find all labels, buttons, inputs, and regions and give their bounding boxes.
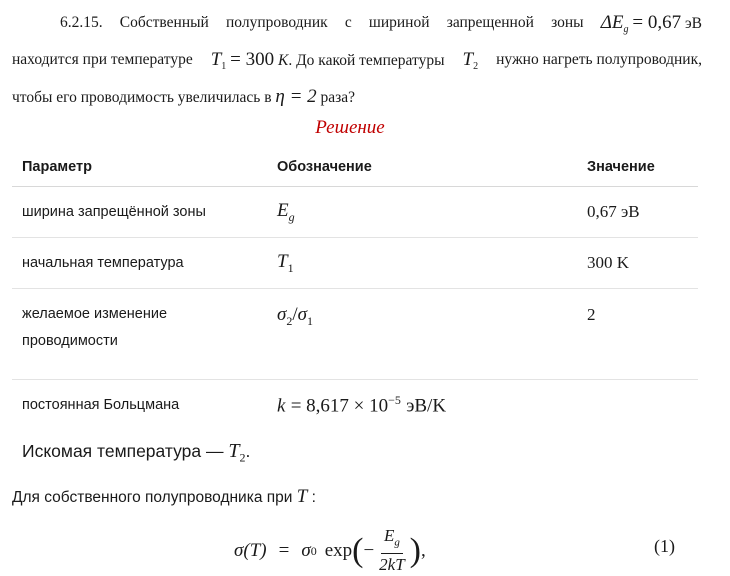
numerator-letter: E — [383, 526, 395, 545]
boltzmann-value: = 8,617 × 10 — [290, 395, 389, 417]
problem-word: Собственный — [119, 14, 209, 31]
boltzmann-unit: эВ/K — [406, 395, 447, 417]
formula-sigma-subscript: 0 — [310, 543, 317, 558]
column-header-parameter: Параметр — [12, 148, 267, 187]
problem-word: с — [344, 14, 352, 31]
formula-equals: = — [278, 540, 290, 562]
problem-text: раза? — [320, 89, 356, 107]
column-header-symbol: Обозначение — [267, 148, 577, 187]
param-symbol — [267, 289, 577, 380]
problem-number: 6.2.15. — [60, 14, 103, 31]
conductivity-formula — [234, 526, 426, 576]
problem-line-3 — [12, 82, 702, 113]
intro-line — [12, 486, 316, 508]
param-name-line: проводимости — [22, 333, 118, 349]
param-value: 300 K — [577, 238, 698, 289]
symbol-letter: k — [277, 395, 286, 417]
param-name: начальная температура — [12, 238, 267, 289]
param-name: ширина запрещённой зоны — [12, 187, 267, 238]
symbol-letter: σ — [277, 304, 287, 325]
fraction-denominator: 2kT — [379, 555, 405, 575]
parameters-table — [12, 148, 698, 430]
problem-line-2 — [12, 45, 702, 82]
boltzmann-exponent: −5 — [388, 392, 401, 407]
problem-word: зоны — [551, 14, 584, 31]
formula-open-paren: ( — [352, 532, 364, 570]
param-symbol — [267, 238, 577, 289]
formula-exp: exp — [324, 540, 353, 562]
table-row — [12, 187, 698, 238]
formula-minus: − — [363, 540, 375, 562]
band-gap-expression — [601, 8, 702, 45]
t2-symbol: T — [462, 49, 474, 71]
fraction-numerator — [381, 526, 403, 554]
band-gap-value: = 0,67 — [632, 12, 682, 33]
symbol-subscript: 1 — [287, 260, 294, 275]
t2-expression — [463, 45, 479, 82]
solution-heading: Решение — [315, 117, 385, 138]
symbol-subscript: g — [288, 209, 295, 224]
param-value: 0,67 эВ — [577, 187, 698, 238]
param-symbol — [267, 187, 577, 238]
symbol-subscript: 2 — [286, 313, 293, 328]
formula-sigma: σ — [301, 540, 311, 562]
intro-symbol: T — [296, 486, 308, 507]
formula-fraction — [376, 526, 408, 576]
table-header-row — [12, 148, 698, 187]
param-symbol — [267, 380, 698, 431]
symbol-letter: T — [277, 250, 288, 272]
t1-value: = 300 — [230, 49, 275, 71]
sought-symbol: T — [228, 440, 240, 462]
formula-lhs: σ(T) — [234, 540, 267, 562]
problem-word: шириной — [368, 14, 430, 31]
formula-tail: , — [421, 540, 426, 562]
delta-eg-subscript: g — [623, 24, 629, 36]
table-row — [12, 238, 698, 289]
sought-subscript: 2 — [239, 450, 246, 465]
param-value: 2 — [577, 289, 698, 380]
formula-close-paren: ) — [409, 532, 421, 570]
param-name: постоянная Больцмана — [22, 397, 180, 413]
intro-text: Для собственного полупроводника при — [12, 489, 293, 506]
numerator-subscript: g — [394, 536, 400, 549]
problem-text: чтобы его проводимость увеличилась в — [12, 89, 272, 107]
eta-expression: η = 2 — [275, 86, 317, 108]
problem-text: нужно нагреть полупроводник, — [496, 51, 702, 69]
band-gap-unit: эВ — [684, 15, 702, 32]
table-row — [12, 380, 698, 431]
problem-word: запрещенной — [446, 14, 534, 31]
symbol-letter: E — [277, 199, 289, 221]
symbol-slash: / — [292, 304, 298, 325]
problem-statement — [12, 8, 702, 113]
param-name-line: желаемое изменение — [22, 306, 168, 322]
equation-number: (1) — [654, 536, 675, 556]
sought-text: Искомая температура — — [22, 441, 224, 461]
intro-end: : — [311, 489, 316, 506]
sought-end: . — [245, 441, 251, 461]
table-row — [12, 289, 698, 380]
column-header-value: Значение — [577, 148, 698, 187]
problem-word: полупроводник — [226, 14, 328, 31]
t2-subscript: 2 — [473, 61, 479, 73]
problem-text: . До какой температуры — [288, 52, 445, 70]
t1-symbol: T — [210, 49, 222, 71]
delta-eg-symbol: ΔE — [600, 12, 624, 33]
t1-unit: K — [278, 52, 289, 70]
t1-expression — [211, 45, 445, 82]
problem-text: находится при температуре — [12, 51, 193, 69]
symbol-letter: σ — [297, 304, 308, 325]
problem-line-1 — [12, 8, 702, 45]
sought-quantity-line — [22, 440, 250, 466]
t1-subscript: 1 — [221, 61, 227, 73]
symbol-subscript: 1 — [307, 313, 314, 328]
param-name — [12, 289, 267, 380]
